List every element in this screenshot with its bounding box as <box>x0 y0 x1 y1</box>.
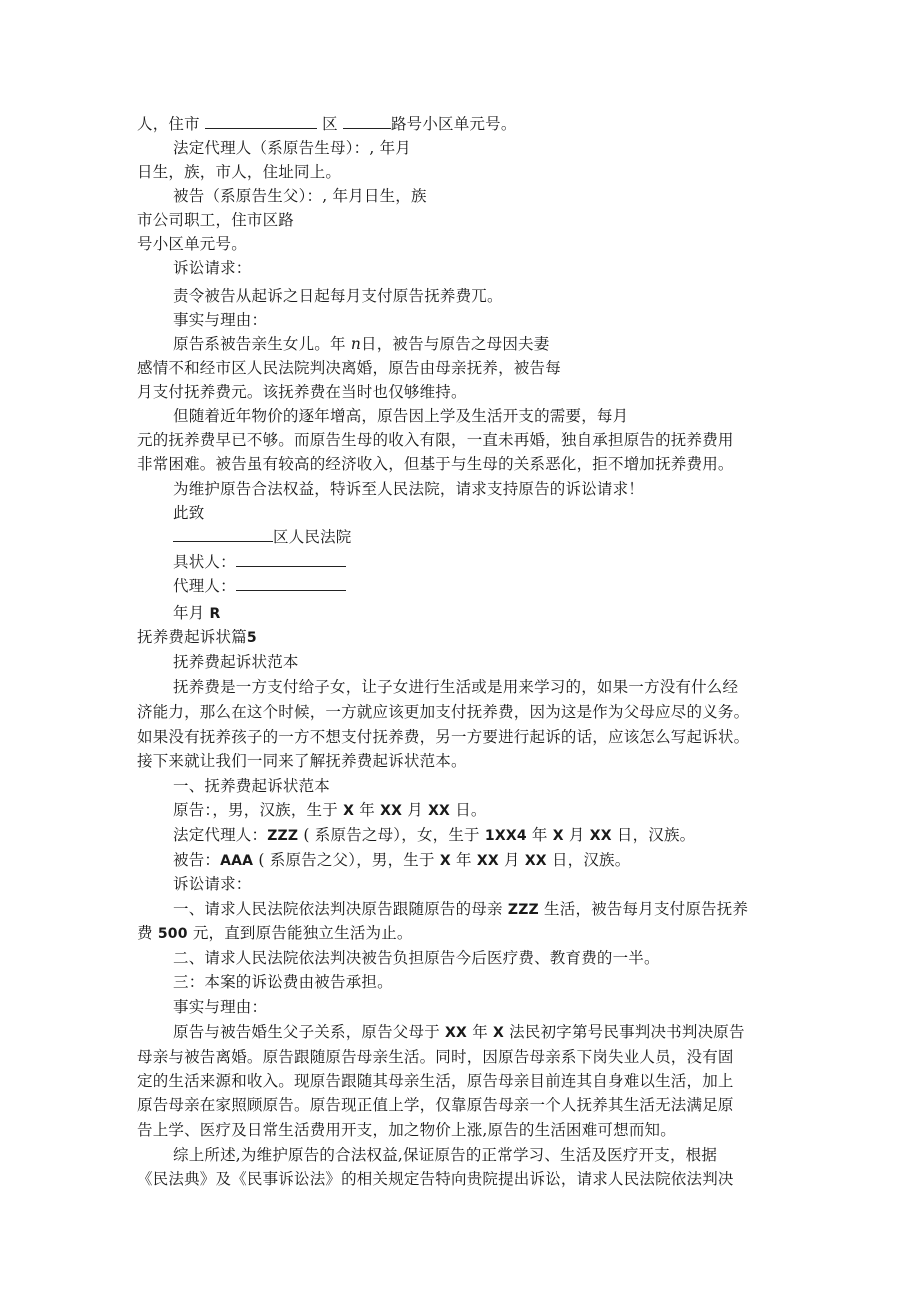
text-line: 日生，族，市人，住址同上。 <box>137 163 342 181</box>
agent-blank <box>236 576 346 591</box>
facts-line: 非常困难。被告虽有较高的经济收入，但基于与生母的关系恶化，拒不增加抚养费用。 <box>137 455 734 473</box>
city-blank <box>205 114 317 129</box>
facts-heading: 事实与理由： <box>173 311 268 329</box>
claim-item: 费 500 元，直到原告能独立生活为止。 <box>137 924 413 942</box>
claim-item: 一、请求人民法院依法判决原告跟随原告的母亲 ZZZ 生活，被告每月支付原告抚养 <box>173 900 749 918</box>
summary-line: 综上所述,为维护原告的合法权益,保证原告的正常学习、生活及医疗开支，根据 <box>173 1146 718 1164</box>
claims-heading: 诉讼请求： <box>173 875 252 893</box>
district-blank <box>343 114 391 129</box>
claim-text: 责令被告从起诉之日起每月支付原告抚养费兀。 <box>173 287 503 305</box>
text-line: 市公司职工，住市区路 <box>137 211 295 229</box>
sample-heading: 一、抚养费起诉状范本 <box>173 777 331 795</box>
claim-item: 二、请求人民法院依法判决被告负担原告今后医疗费、教育费的一半。 <box>173 949 660 967</box>
claim-item: 三：本案的诉讼费由被告承担。 <box>173 973 393 991</box>
text-line: 号小区单元号。 <box>137 235 247 253</box>
plaintiff-line: 原告：，男，汉族，生于 X 年 XX 月 XX 日。 <box>173 801 487 819</box>
address-line: 人，住市 区 路号小区单元号。 <box>137 115 517 133</box>
intro-line: 如果没有抚养孩子的一方不想支付抚养费，另一方要进行起诉的话，应该怎么写起诉状。 <box>137 728 750 746</box>
facts-line: 感情不和经市区人民法院判决离婚，原告由母亲抚养，被告每 <box>137 359 561 377</box>
legal-agent-line: 法定代理人：ZZZ ( 系原告之母），女，生于 1XX4 年 X 月 XX 日，汉族。 <box>173 826 696 844</box>
facts-line: 母亲与被告离婚。原告跟随原告母亲生活。同时，因原告母亲系下岗失业人员，没有固 <box>137 1048 734 1066</box>
facts-line: 月支付抚养费元。该抚养费在当时也仅够维持。 <box>137 383 467 401</box>
defendant-line: 被告：AAA ( 系原告之父），男，生于 X 年 XX 月 XX 日，汉族。 <box>173 851 631 869</box>
section-heading: 抚养费起诉状篇5 <box>137 628 257 646</box>
facts-line: 原告母亲在家照顾原告。原告现正值上学，仅靠原告母亲一个人抚养其生活无法满足原 <box>137 1096 734 1114</box>
claims-heading: 诉讼请求： <box>173 259 252 277</box>
court-line: 区人民法院 <box>173 526 352 548</box>
intro-line: 济能力，那么在这个时候，一方就应该更加支付抚养费，因为这是作为父母应尽的义务。 <box>137 703 750 721</box>
facts-line: 原告与被告婚生父子关系，原告父母于 XX 年 X 法民初字第号民事判决书判决原告 <box>173 1023 745 1041</box>
legal-agent-line: 法定代理人（系原告生母）：, 年月 <box>173 139 412 157</box>
summary-line: 《民法典》及《民事诉讼法》的相关规定告特向贵院提出诉讼，请求人民法院依法判决 <box>137 1170 734 1188</box>
petitioner-line: 具状人： <box>173 551 346 573</box>
request-line: 为维护原告合法权益，特诉至人民法院，请求支持原告的诉讼请求！ <box>173 480 645 498</box>
intro-line: 抚养费是一方支付给子女，让子女进行生活或是用来学习的，如果一方没有什么经 <box>173 678 739 696</box>
facts-heading: 事实与理由： <box>173 998 268 1016</box>
agent-line: 代理人： <box>173 575 346 597</box>
petitioner-blank <box>236 552 346 567</box>
intro-line: 接下来就让我们一同来了解抚养费起诉状范本。 <box>137 752 467 770</box>
facts-line: 但随着近年物价的逐年增高，原告因上学及生活开支的需要，每月 <box>173 407 629 425</box>
court-blank <box>173 527 273 542</box>
facts-line: 告上学、医疗及日常生活费用开支，加之物价上涨,原告的生活困难可想而知。 <box>137 1121 676 1139</box>
facts-line: 元的抚养费早已不够。而原告生母的收入有限，一直未再婚，独自承担原告的抚养费用 <box>137 431 734 449</box>
date-line: 年月 R <box>173 604 221 622</box>
defendant-line: 被告（系原告生父）：, 年月日生，族 <box>173 187 427 205</box>
facts-line: 定的生活来源和收入。现原告跟随其母亲生活，原告母亲目前连其自身难以生活，加上 <box>137 1072 734 1090</box>
facts-line: 原告系被告亲生女儿。年 n日，被告与原告之母因夫妻 <box>173 335 550 353</box>
salutation: 此致 <box>173 504 205 522</box>
section-subheading: 抚养费起诉状范本 <box>173 653 299 671</box>
